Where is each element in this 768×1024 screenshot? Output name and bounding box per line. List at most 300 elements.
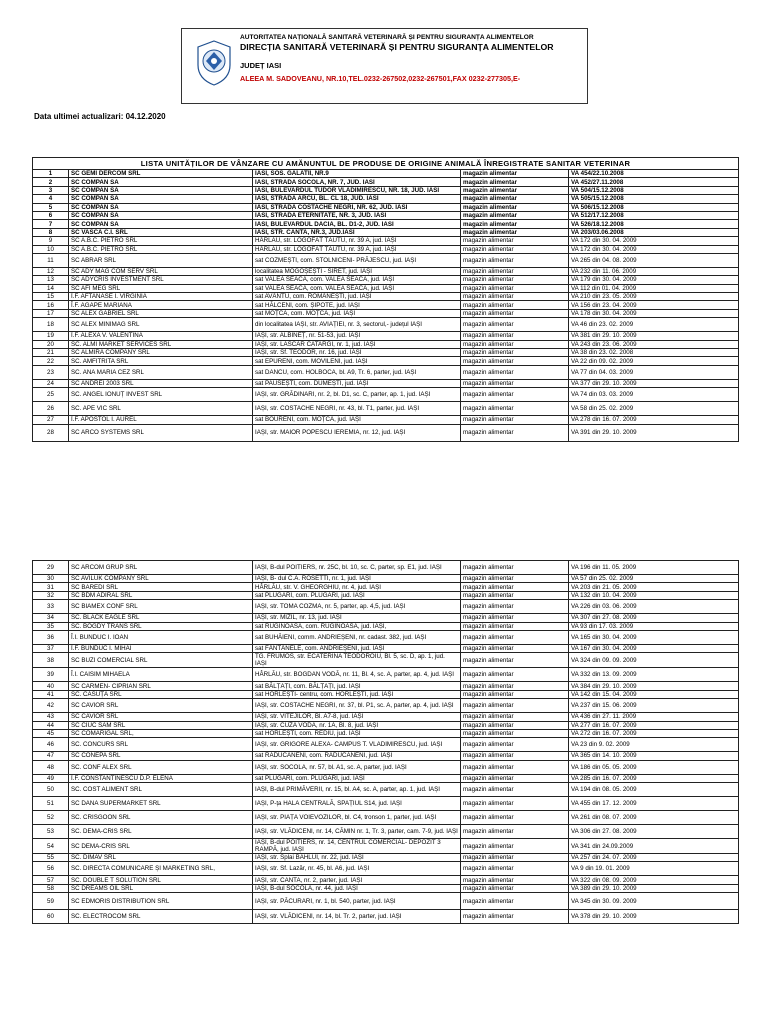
registration-number: VA 203/03.06.2008 <box>569 228 739 236</box>
registration-number: VA 345 din 30. 09. 2009 <box>569 893 739 910</box>
unit-address: IAȘI, str. SOCOLA, nr. 57, bl. A1, sc. A, parter, jud. IAȘI <box>253 760 461 774</box>
registration-number: VA 265 din 04. 08. 2009 <box>569 253 739 267</box>
unit-address: IAȘI, str. COSTACHE NEGRI, nr. 37, bl. P1, sc. A, parter, ap. 4, jud. IAȘI <box>253 699 461 713</box>
unit-address: IAȘI, str. CUZA VODĂ, nr. 1A, Bl. 8, jud. IAȘI <box>253 721 461 729</box>
registration-number: VA 74 din 03. 03. 2009 <box>569 388 739 402</box>
unit-name: SC CAVIOR SRL <box>69 699 253 713</box>
unit-name: SC. APE VIC SRL <box>69 402 253 416</box>
unit-type: magazin alimentar <box>461 760 569 774</box>
row-number: 20 <box>33 340 69 348</box>
institution-header <box>181 28 588 104</box>
unit-type: magazin alimentar <box>461 614 569 622</box>
unit-name: Î.F. ALEXA V. VALENTINA <box>69 332 253 340</box>
header-address: ALEEA M. SADOVEANU, NR.10,TEL.0232-267502,0232-267501,FAX 0232-277305,E- <box>240 74 521 83</box>
unit-name: SC ARCO SYSTEMS SRL <box>69 424 253 441</box>
row-number: 49 <box>33 774 69 782</box>
table-row <box>33 211 739 219</box>
row-number: 33 <box>33 600 69 614</box>
row-number: 1 <box>33 170 69 178</box>
row-number: 39 <box>33 668 69 682</box>
unit-address: IASI, STR. CANTA, NR.3, JUD.IASI <box>253 228 461 236</box>
row-number: 47 <box>33 752 69 760</box>
unit-address: sat HORLEȘTI- centru, com. HORLEȘTI, jud. IAȘI <box>253 690 461 698</box>
table-row <box>33 738 739 752</box>
unit-address: IAȘI, str. TOMA COZMA, nr. 5, parter, ap. 4,5, jud. IAȘI <box>253 600 461 614</box>
row-number: 5 <box>33 203 69 211</box>
registration-number: VA 58 din 25. 02. 2009 <box>569 402 739 416</box>
row-number: 54 <box>33 839 69 854</box>
table-row <box>33 195 739 203</box>
row-number: 46 <box>33 738 69 752</box>
header-authority-name: AUTORITATEA NAȚIONALĂ SANITARĂ VETERINARĂ ȘI PENTRU SIGURANȚA ALIMENTELOR <box>240 34 534 41</box>
table-row <box>33 644 739 652</box>
row-number: 6 <box>33 211 69 219</box>
row-number: 53 <box>33 825 69 839</box>
unit-name: SC AFI MEG SRL <box>69 284 253 292</box>
unit-type: magazin alimentar <box>461 854 569 862</box>
table-row <box>33 284 739 292</box>
unit-address: IAȘI, B-dul POITIERS, nr. 25C, bl. 10, sc. C, parter, sp. E1, jud. IAȘI <box>253 561 461 575</box>
table-row <box>33 293 739 301</box>
unit-name: SC ADY MAG COM SERV SRL <box>69 267 253 275</box>
row-number: 22 <box>33 357 69 365</box>
unit-type: magazin alimentar <box>461 284 569 292</box>
row-number: 26 <box>33 402 69 416</box>
unit-name: SC. BLACK EAGLE SRL <box>69 614 253 622</box>
table-row <box>33 653 739 668</box>
unit-type: magazin alimentar <box>461 699 569 713</box>
unit-address: sat AVÂNTU, com. ROMÂNEȘTI, jud. IAȘI <box>253 293 461 301</box>
unit-name: SC COMPAN SA <box>69 211 253 219</box>
row-number: 32 <box>33 591 69 599</box>
unit-name: SC CAVIOR SRL <box>69 713 253 721</box>
unit-type: magazin alimentar <box>461 653 569 668</box>
table-row <box>33 668 739 682</box>
unit-type: magazin alimentar <box>461 332 569 340</box>
unit-address: sat RUGINOASA, com. RUGINOASA, jud. IAȘI, <box>253 622 461 630</box>
unit-address: IAȘI, str. Sf. Lazăr, nr. 45, bl. A6, jud. IAȘI <box>253 862 461 876</box>
unit-name: SC. ANA MARIA CEZ SRL <box>69 365 253 379</box>
unit-name: SC CIUC SAM SRL <box>69 721 253 729</box>
unit-type: magazin alimentar <box>461 600 569 614</box>
table-row <box>33 203 739 211</box>
table-row <box>33 600 739 614</box>
unit-type: magazin alimentar <box>461 365 569 379</box>
unit-type: magazin alimentar <box>461 340 569 348</box>
unit-type: magazin alimentar <box>461 276 569 284</box>
table-row <box>33 839 739 854</box>
table-row <box>33 682 739 690</box>
row-number: 23 <box>33 365 69 379</box>
unit-type: magazin alimentar <box>461 668 569 682</box>
table-row <box>33 220 739 228</box>
unit-type: magazin alimentar <box>461 318 569 332</box>
unit-address: sat PLUGARI, com. PLUGARI, jud. IAȘI <box>253 774 461 782</box>
unit-name: SC COMPAN SA <box>69 195 253 203</box>
row-number: 21 <box>33 349 69 357</box>
table-row <box>33 893 739 910</box>
row-number: 31 <box>33 583 69 591</box>
table-row <box>33 276 739 284</box>
registration-number: VA 178 din 30. 04. 2009 <box>569 309 739 317</box>
table-row <box>33 614 739 622</box>
row-number: 17 <box>33 309 69 317</box>
unit-type: magazin alimentar <box>461 729 569 737</box>
unit-name: Î.I. BUNDUC I. IOAN <box>69 630 253 644</box>
registration-number: VA 452/27.11.2008 <box>569 178 739 186</box>
registration-number: VA 226 din 03. 06. 2009 <box>569 600 739 614</box>
unit-type: magazin alimentar <box>461 721 569 729</box>
row-number: 36 <box>33 630 69 644</box>
row-number: 15 <box>33 293 69 301</box>
unit-name: SC COMPAN SA <box>69 220 253 228</box>
unit-name: SC ALEX GABRIEL SRL <box>69 309 253 317</box>
registration-number: VA 455 din 17. 12. 2009 <box>569 797 739 811</box>
unit-type: magazin alimentar <box>461 309 569 317</box>
row-number: 12 <box>33 267 69 275</box>
registration-number: VA 381 din 29. 10. 2009 <box>569 332 739 340</box>
table-row <box>33 862 739 876</box>
registration-number: VA 77 din 04. 03. 2009 <box>569 365 739 379</box>
table-row <box>33 622 739 630</box>
unit-type: magazin alimentar <box>461 583 569 591</box>
row-number: 29 <box>33 561 69 575</box>
row-number: 27 <box>33 416 69 424</box>
registration-number: VA 341 din 24.09.2009 <box>569 839 739 854</box>
row-number: 52 <box>33 811 69 825</box>
table-row <box>33 349 739 357</box>
unit-name: Î.F. CONSTANTINESCU D.P. ELENA <box>69 774 253 782</box>
registration-number: VA 57 din 25. 02. 2009 <box>569 575 739 583</box>
table-row <box>33 245 739 253</box>
unit-type: magazin alimentar <box>461 738 569 752</box>
unit-address: IASI, BULEVARDUL TUDOR VLADIMIRESCU, NR. 18, JUD. IASI <box>253 186 461 194</box>
registration-number: VA 506/15.12.2008 <box>569 203 739 211</box>
unit-address: IAȘI, str. LASCĂR CATARGI, nr. 1, jud. IAȘI <box>253 340 461 348</box>
table-row <box>33 170 739 178</box>
table-row <box>33 783 739 797</box>
registration-number: VA 261 din 08. 07. 2009 <box>569 811 739 825</box>
table-row <box>33 884 739 892</box>
unit-type: magazin alimentar <box>461 783 569 797</box>
row-number: 55 <box>33 854 69 862</box>
unit-type: magazin alimentar <box>461 186 569 194</box>
unit-address: IAȘI, str. Splai BAHLUI, nr. 22, jud. IAȘI <box>253 854 461 862</box>
unit-type: magazin alimentar <box>461 388 569 402</box>
unit-name: SC. ALMI MARKET SERVICES SRL <box>69 340 253 348</box>
unit-type: magazin alimentar <box>461 622 569 630</box>
unit-type: magazin alimentar <box>461 357 569 365</box>
registration-number: VA 156 din 23. 04. 2009 <box>569 301 739 309</box>
registration-number: VA 278 din 16. 07. 2009 <box>569 416 739 424</box>
unit-name: SC VASCA C.I. SRL <box>69 228 253 236</box>
unit-name: SC CARMEN- CIPRIAN SRL <box>69 682 253 690</box>
row-number: 60 <box>33 910 69 924</box>
unit-name: Î.F. BUNDUC I. MIHAI <box>69 644 253 652</box>
registration-number: VA 272 din 16. 07. 2009 <box>569 729 739 737</box>
unit-name: SC. COST ALIMENT SRL <box>69 783 253 797</box>
row-number: 28 <box>33 424 69 441</box>
unit-type: magazin alimentar <box>461 797 569 811</box>
registration-number: VA 454/22.10.2008 <box>569 170 739 178</box>
row-number: 48 <box>33 760 69 774</box>
row-number: 34 <box>33 614 69 622</box>
table-row <box>33 301 739 309</box>
unit-type: magazin alimentar <box>461 893 569 910</box>
row-number: 8 <box>33 228 69 236</box>
registration-number: VA 307 din 27. 08. 2009 <box>569 614 739 622</box>
unit-type: magazin alimentar <box>461 178 569 186</box>
row-number: 10 <box>33 245 69 253</box>
row-number: 2 <box>33 178 69 186</box>
unit-name: Î.F. AFTANASE I. VIRGINIA <box>69 293 253 301</box>
row-number: 14 <box>33 284 69 292</box>
row-number: 51 <box>33 797 69 811</box>
unit-address: IAȘI, P-ța HALA CENTRALĂ, SPAȚIUL S14, jud. IAȘI <box>253 797 461 811</box>
registration-number: VA 377 din 29. 10. 2009 <box>569 379 739 387</box>
unit-address: HÂRLĂU, str. LOGOFĂT TĂUTU, nr. 39 A, jud. IAȘI <box>253 245 461 253</box>
table-row <box>33 388 739 402</box>
unit-address: sat DANCU, com. HOLBOCA, bl. A9, Tr. 6, parter, jud. IAȘI <box>253 365 461 379</box>
row-number: 59 <box>33 893 69 910</box>
unit-address: IASI, BULEVARDUL DACIA, BL. D1-2, JUD. IASI <box>253 220 461 228</box>
unit-type: magazin alimentar <box>461 245 569 253</box>
unit-address: sat BUHĂIENI, comm. ANDRIEȘENI, nr. cadast. 382, jud. IAȘI <box>253 630 461 644</box>
registration-number: VA 9 din 19. 01. 2009 <box>569 862 739 876</box>
registration-number: VA 512/17.12.2008 <box>569 211 739 219</box>
row-number: 25 <box>33 388 69 402</box>
row-number: 42 <box>33 699 69 713</box>
unit-name: Î.F. AGAPE MARIANA <box>69 301 253 309</box>
table-row <box>33 253 739 267</box>
registration-number: VA 203 din 21. 05. 2009 <box>569 583 739 591</box>
registration-number: VA 504/15.12.2008 <box>569 186 739 194</box>
unit-name: SC. DEMA-CRIS SRL <box>69 825 253 839</box>
unit-name: SC A.B.C. PIETRO SRL <box>69 245 253 253</box>
unit-address: IAȘI, B-dul PRIMĂVERII, nr. 15, bl. A4, sc. A, parter, ap. 1, jud. IAȘI <box>253 783 461 797</box>
unit-name: SC. BOGDY TRANS SRL <box>69 622 253 630</box>
unit-type: magazin alimentar <box>461 253 569 267</box>
unit-name: SC. ANGEL IONUȚ INVEST SRL <box>69 388 253 402</box>
table-title-row <box>33 158 739 170</box>
unit-address: sat RĂDUCĂNENI, com. RĂDUCĂNENI, jud. IAȘI <box>253 752 461 760</box>
registration-number: VA 186 din 05. 05. 2009 <box>569 760 739 774</box>
row-number: 16 <box>33 301 69 309</box>
registration-number: VA 306 din 27. 08. 2009 <box>569 825 739 839</box>
table-row <box>33 379 739 387</box>
unit-name: SC ADYCRIS INVESTMENT SRL <box>69 276 253 284</box>
header-county: JUDEȚ IASI <box>240 61 282 70</box>
registration-number: VA 22 din 09. 02. 2009 <box>569 357 739 365</box>
unit-address: sat PLUGARI, com. PLUGARI, jud. IAȘI <box>253 591 461 599</box>
registration-number: VA 196 din 11. 05. 2009 <box>569 561 739 575</box>
registration-number: VA 526/18.12.2008 <box>569 220 739 228</box>
unit-address: IAȘI, str. PIAȚA VOIEVOZILOR, bl. C4, tronson 1, parter, jud. IAȘI <box>253 811 461 825</box>
unit-address: sat BOURENI, com. MOȚCA, jud. IAȘI <box>253 416 461 424</box>
unit-address: IAȘI, str. VITEJILOR, Bl. A7-8, jud. IAȘI <box>253 713 461 721</box>
unit-name: SC BUZI COMERCIAL SRL <box>69 653 253 668</box>
unit-type: magazin alimentar <box>461 910 569 924</box>
table-row <box>33 583 739 591</box>
table-row <box>33 876 739 884</box>
unit-address: IASI, STRADA COSTACHE NEGRI, NR. 62, JUD. IASI <box>253 203 461 211</box>
unit-name: SC ALEX MINIMAG SRL <box>69 318 253 332</box>
unit-address: IAȘI, str. COSTACHE NEGRI, nr. 43, bl. T1, parter, jud. IAȘI <box>253 402 461 416</box>
table-row <box>33 561 739 575</box>
registration-number: VA 172 din 30. 04. 2009 <box>569 237 739 245</box>
table-row <box>33 699 739 713</box>
registration-number: VA 277 din 16. 07. 2009 <box>569 721 739 729</box>
registration-number: VA 505/15.12.2008 <box>569 195 739 203</box>
unit-address: IAȘI, str. Sf. TEODOR, nr. 16, jud. IAȘI <box>253 349 461 357</box>
table-row <box>33 811 739 825</box>
unit-name: SC. ELECTROCOM SRL <box>69 910 253 924</box>
registration-number: VA 322 din 08. 09. 2009 <box>569 876 739 884</box>
table-row <box>33 752 739 760</box>
row-number: 13 <box>33 276 69 284</box>
table-row <box>33 910 739 924</box>
table-row <box>33 318 739 332</box>
table-row <box>33 713 739 721</box>
unit-type: magazin alimentar <box>461 713 569 721</box>
unit-address: IASI, STRADA ARCU, BL. CL 18, JUD. IASI <box>253 195 461 203</box>
unit-address: sat VALEA SEACĂ, com. VALEA SEACĂ, jud. IAȘI <box>253 276 461 284</box>
unit-type: magazin alimentar <box>461 267 569 275</box>
unit-address: IAȘI, str. VLĂDICENI, nr. 14, bl. Tr. 2, parter, jud. IAȘI <box>253 910 461 924</box>
unit-type: magazin alimentar <box>461 424 569 441</box>
unit-type: magazin alimentar <box>461 774 569 782</box>
unit-name: SC ALMIRA COMPANY SRL <box>69 349 253 357</box>
table-row <box>33 729 739 737</box>
unit-address: HÂRLĂU, str. LOGOFĂT TĂUTU, nr. 39 A, jud. IAȘI <box>253 237 461 245</box>
unit-type: magazin alimentar <box>461 203 569 211</box>
row-number: 4 <box>33 195 69 203</box>
row-number: 45 <box>33 729 69 737</box>
table-row <box>33 825 739 839</box>
unit-name: SC BIAMEX CONF SRL <box>69 600 253 614</box>
registration-number: VA 391 din 29. 10. 2009 <box>569 424 739 441</box>
table-row <box>33 721 739 729</box>
unit-name: SC COMPAN SA <box>69 186 253 194</box>
row-number: 43 <box>33 713 69 721</box>
unit-address: IAȘI, str. CANTA, nr. 2, parter, jud. IAȘI <box>253 876 461 884</box>
institution-logo-icon <box>195 39 233 87</box>
unit-name: SC. CRISGOON SRL <box>69 811 253 825</box>
registration-number: VA 257 din 24. 07. 2009 <box>569 854 739 862</box>
unit-name: SC. CONCURS SRL <box>69 738 253 752</box>
unit-type: magazin alimentar <box>461 644 569 652</box>
unit-name: SC. DIRECTA COMUNICARE ȘI MARKETING SRL, <box>69 862 253 876</box>
unit-type: magazin alimentar <box>461 349 569 357</box>
row-number: 50 <box>33 783 69 797</box>
unit-type: magazin alimentar <box>461 884 569 892</box>
unit-name: SC ABRAR SRL <box>69 253 253 267</box>
row-number: 57 <box>33 876 69 884</box>
unit-address: sat COZMEȘTI, com. STOLNICENI- PRĂJESCU, jud. IAȘI <box>253 253 461 267</box>
registration-number: VA 194 din 08. 05. 2009 <box>569 783 739 797</box>
registration-number: VA 46 din 23. 02. 2009 <box>569 318 739 332</box>
unit-type: magazin alimentar <box>461 301 569 309</box>
table-row <box>33 854 739 862</box>
unit-address: sat PAUSEȘTI, com. DUMEȘTI, jud. IAȘI <box>253 379 461 387</box>
registration-number: VA 38 din 23. 02. 2008 <box>569 349 739 357</box>
row-number: 24 <box>33 379 69 387</box>
unit-type: magazin alimentar <box>461 211 569 219</box>
unit-address: sat VALEA SEACĂ, com. VALEA SEACĂ, jud. IAȘI <box>253 284 461 292</box>
unit-name: Î.F. APOSTOL I. AUREL <box>69 416 253 424</box>
row-number: 44 <box>33 721 69 729</box>
registration-number: VA 237 din 15. 06. 2009 <box>569 699 739 713</box>
registration-number: VA 179 din 30. 04. 2009 <box>569 276 739 284</box>
table-row <box>33 402 739 416</box>
table-row <box>33 575 739 583</box>
unit-name: SC A.B.C. PIETRO SRL <box>69 237 253 245</box>
row-number: 7 <box>33 220 69 228</box>
unit-address: sat HĂLCENI, com. ȘIPOTE, jud. IAȘI <box>253 301 461 309</box>
unit-address: HÂRLĂU, str. V. GHEORGHIU, nr. 4, jud. IAȘI <box>253 583 461 591</box>
unit-address: IAȘI, str. GRIGORE ALEXA- CAMPUS T. VLADIMIRESCU, jud. IAȘI <box>253 738 461 752</box>
table-row <box>33 228 739 236</box>
table-row <box>33 357 739 365</box>
unit-type: magazin alimentar <box>461 862 569 876</box>
registration-number: VA 210 din 23. 05. 2009 <box>569 293 739 301</box>
unit-name: SC. DOUBLE T SOLUTION SRL <box>69 876 253 884</box>
unit-type: magazin alimentar <box>461 682 569 690</box>
unit-type: magazin alimentar <box>461 876 569 884</box>
table-row <box>33 630 739 644</box>
unit-name: SC EDMORIS DISTRIBUTION SRL <box>69 893 253 910</box>
unit-address: sat EPURENI, com. MOVILENI, jud. IAȘI <box>253 357 461 365</box>
unit-name: SC. AMFITRITA SRL <box>69 357 253 365</box>
table-row <box>33 591 739 599</box>
registration-number: VA 132 din 10. 04. 2009 <box>569 591 739 599</box>
unit-address: IAȘI, B-dul SOCOLA, nr. 44, jud. IAȘI <box>253 884 461 892</box>
unit-name: SC CONEPA SRL <box>69 752 253 760</box>
row-number: 11 <box>33 253 69 267</box>
unit-address: IAȘI, str. MAIOR POPESCU IEREMIA, nr. 12, jud. IAȘI <box>253 424 461 441</box>
registration-number: VA 324 din 09. 09. 2009 <box>569 653 739 668</box>
unit-name: SC COMPAN SA <box>69 203 253 211</box>
registration-number: VA 142 din 15. 04. 2009 <box>569 690 739 698</box>
unit-address: HÂRLĂU, str. BOGDAN VODĂ, nr. 11, Bl. 4, sc. A, parter, ap. 4, jud. IAȘI <box>253 668 461 682</box>
table-row <box>33 309 739 317</box>
unit-name: SC DREAMS OIL SRL <box>69 884 253 892</box>
unit-address: IAȘI, str. ALBINEȚ, nr. 51-53, jud. IAȘI <box>253 332 461 340</box>
registration-number: VA 167 din 30. 04. 2009 <box>569 644 739 652</box>
row-number: 37 <box>33 644 69 652</box>
unit-type: magazin alimentar <box>461 575 569 583</box>
row-number: 18 <box>33 318 69 332</box>
unit-address: localitatea MOGOȘEȘTI - SIRET, jud. IAȘI <box>253 267 461 275</box>
registration-number: VA 243 din 23. 06. 2009 <box>569 340 739 348</box>
table-row <box>33 797 739 811</box>
row-number: 19 <box>33 332 69 340</box>
units-table-page-1 <box>32 157 739 442</box>
registration-number: VA 378 din 29. 10. 2009 <box>569 910 739 924</box>
unit-name: SC COMARIGAL SRL, <box>69 729 253 737</box>
unit-type: magazin alimentar <box>461 752 569 760</box>
unit-address: sat HORLEȘTI, com. REDIU, jud. IAȘI <box>253 729 461 737</box>
unit-type: magazin alimentar <box>461 228 569 236</box>
unit-type: magazin alimentar <box>461 416 569 424</box>
unit-address: IAȘI, str. VLĂDICENI, nr. 14, CĂMIN nr. 1, Tr. 3, parter, cam. 7-9, jud. IAȘI <box>253 825 461 839</box>
unit-type: magazin alimentar <box>461 839 569 854</box>
row-number: 56 <box>33 862 69 876</box>
row-number: 41 <box>33 690 69 698</box>
unit-type: magazin alimentar <box>461 825 569 839</box>
unit-name: SC DANA SUPERMARKET SRL <box>69 797 253 811</box>
row-number: 40 <box>33 682 69 690</box>
